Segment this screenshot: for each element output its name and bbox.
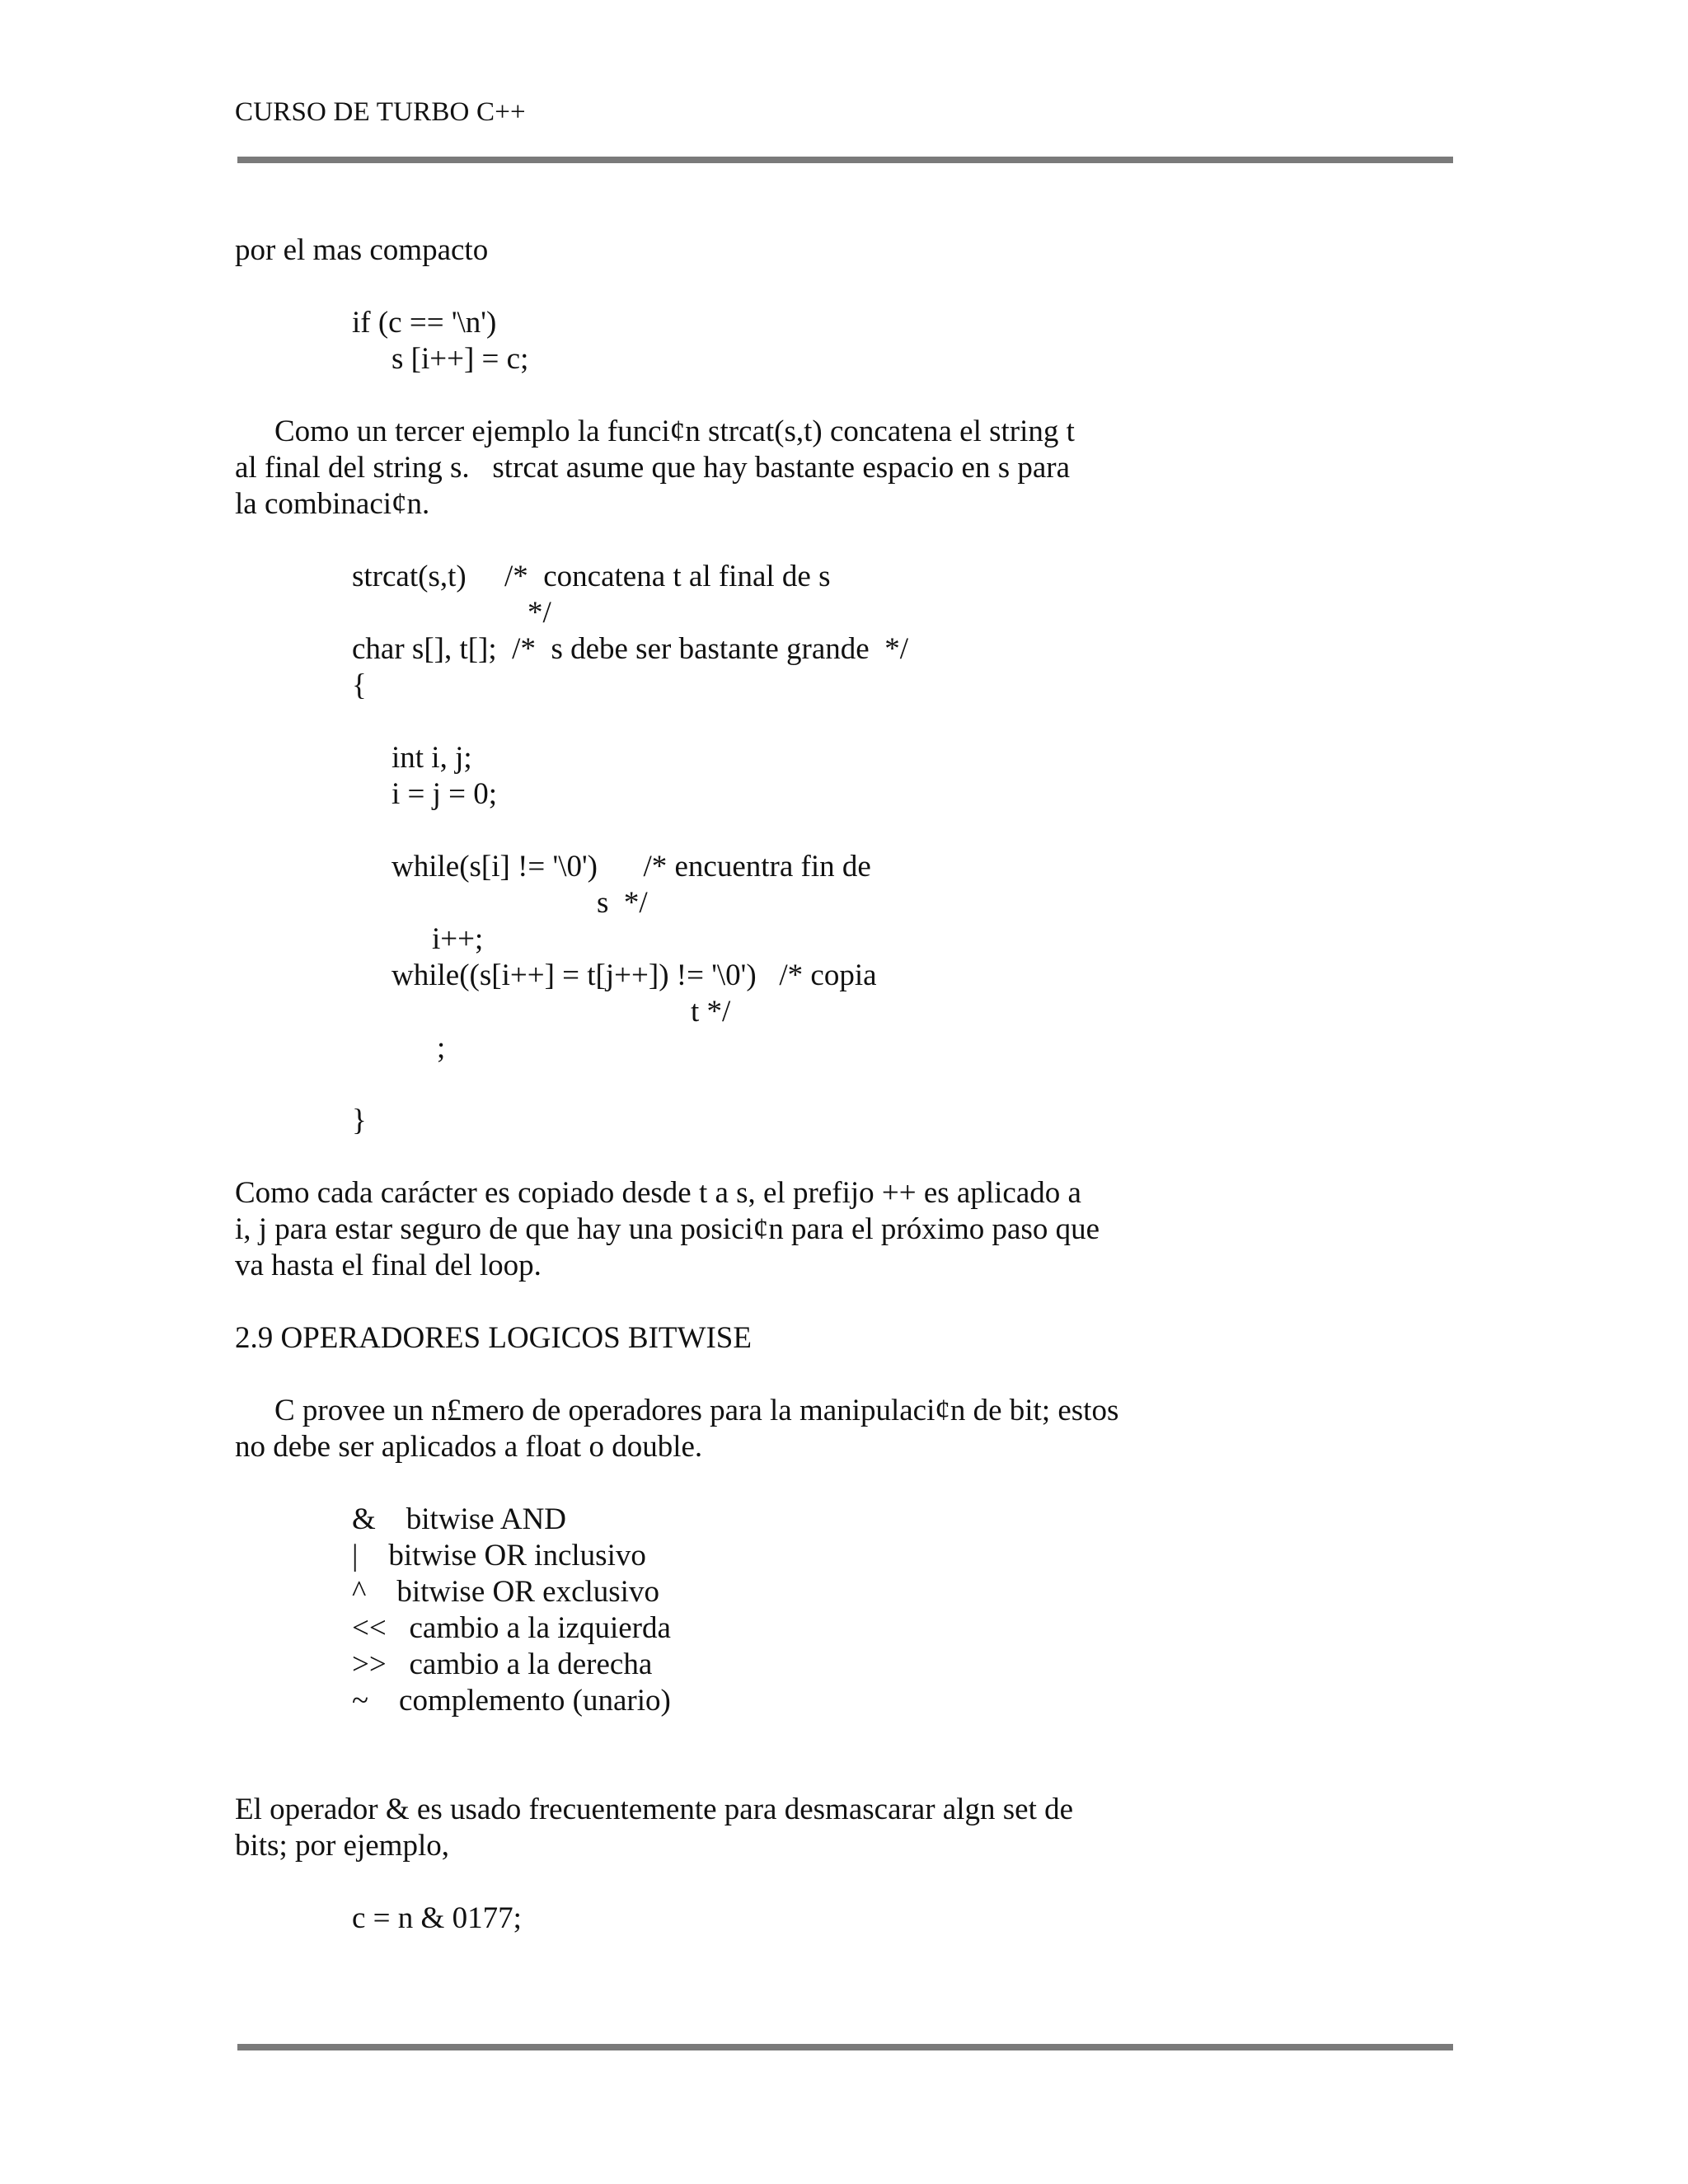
operator-line: & bitwise AND bbox=[352, 1502, 567, 1536]
code-line: strcat(s,t) /* concatena t al final de s bbox=[352, 560, 831, 593]
operator-line: ~ complemento (unario) bbox=[352, 1684, 671, 1718]
operator-line: | bitwise OR inclusivo bbox=[352, 1539, 646, 1572]
section-heading: 2.9 OPERADORES LOGICOS BITWISE bbox=[235, 1321, 752, 1355]
code-line: { bbox=[352, 668, 367, 702]
code-line: c = n & 0177; bbox=[352, 1901, 522, 1935]
operator-line: ^ bitwise OR exclusivo bbox=[352, 1575, 659, 1609]
code-line: i++; bbox=[432, 922, 484, 956]
code-line: char s[], t[]; /* s debe ser bastante grande */ bbox=[352, 632, 908, 666]
running-header: CURSO DE TURBO C++ bbox=[235, 97, 526, 127]
code-line: i = j = 0; bbox=[392, 777, 498, 811]
code-line: while((s[i++] = t[j++]) != '\0') /* copia bbox=[392, 958, 877, 992]
code-line: } bbox=[352, 1104, 367, 1137]
text-line: Como cada carácter es copiado desde t a s, el prefijo ++ es aplicado a bbox=[235, 1176, 1081, 1210]
text-line: bits; por ejemplo, bbox=[235, 1829, 449, 1863]
operator-line: << cambio a la izquierda bbox=[352, 1611, 671, 1645]
code-line: ; bbox=[437, 1031, 446, 1065]
text-line: C provee un n£mero de operadores para la manipulaci¢n de bit; estos bbox=[274, 1394, 1119, 1427]
footer-rule bbox=[237, 2044, 1453, 2050]
code-line: s */ bbox=[597, 886, 648, 920]
code-line: t */ bbox=[691, 995, 731, 1029]
text-line: i, j para estar seguro de que hay una posici¢n para el próximo paso que bbox=[235, 1212, 1100, 1246]
text-line: Como un tercer ejemplo la funci¢n strcat(s,t) concatena el string t bbox=[274, 415, 1075, 448]
text-line: por el mas compacto bbox=[235, 233, 489, 267]
code-line: s [i++] = c; bbox=[392, 342, 529, 376]
operator-line: >> cambio a la derecha bbox=[352, 1647, 653, 1681]
text-line: va hasta el final del loop. bbox=[235, 1249, 542, 1282]
code-line: if (c == '\n') bbox=[352, 306, 497, 340]
text-line: la combinaci¢n. bbox=[235, 487, 430, 521]
code-line: int i, j; bbox=[392, 741, 472, 775]
header-rule bbox=[237, 157, 1453, 163]
code-line: */ bbox=[528, 596, 551, 630]
text-line: El operador & es usado frecuentemente para desmascarar algn set de bbox=[235, 1793, 1074, 1826]
code-line: while(s[i] != '\0') /* encuentra fin de bbox=[392, 850, 871, 883]
text-line: al final del string s. strcat asume que hay bastante espacio en s para bbox=[235, 451, 1071, 485]
text-line: no debe ser aplicados a float o double. bbox=[235, 1430, 703, 1464]
